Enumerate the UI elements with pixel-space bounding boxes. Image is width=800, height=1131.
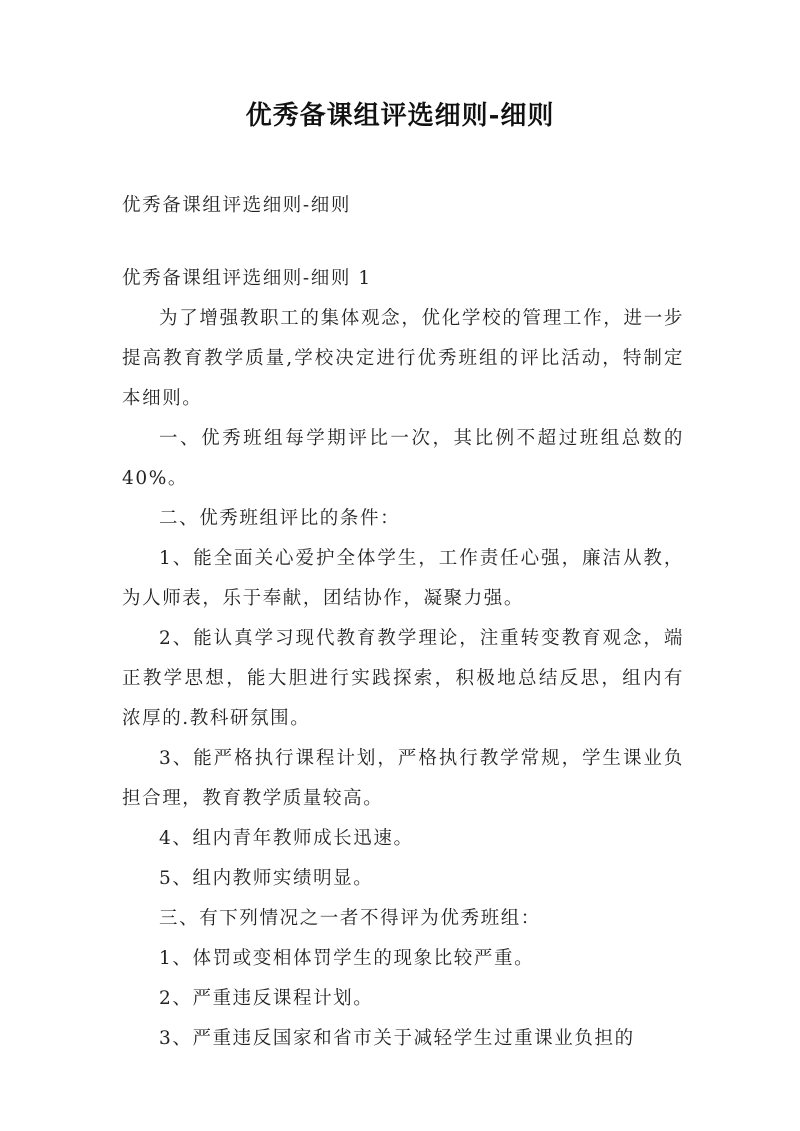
paragraph-condition-1: 1、能全面关心爱护全体学生，工作责任心强，廉洁从教，为人师表，乐于奉献，团结协作，凝聚力强。 — [122, 548, 684, 609]
section-heading: 优秀备课组评选细则-细则 1 — [122, 268, 372, 289]
paragraph-condition-3: 3、能严格执行课程计划，严格执行教学常规，学生课业负担合理，教育教学质量较高。 — [122, 748, 684, 809]
paragraph-condition-5: 5、组内教师实绩明显。 — [159, 868, 374, 889]
document-subtitle: 优秀备课组评选细则-细则 — [122, 195, 351, 216]
paragraph-conditions-heading: 二、优秀班组评比的条件： — [159, 508, 401, 529]
paragraph-exclusion-1: 1、体罚或变相体罚学生的现象比较严重。 — [159, 948, 535, 969]
document-body — [122, 186, 684, 1059]
paragraph-intro: 为了增强教职工的集体观念，优化学校的管理工作，进一步提高教育教学质量,学校决定进行优秀班组的评比活动，特制定本细则。 — [122, 308, 684, 409]
document-title: 优秀备课组评选细则-细则 — [245, 101, 555, 131]
paragraph-condition-2: 2、能认真学习现代教育教学理论，注重转变教育观念，端正教学思想，能大胆进行实践探索，积极地总结反思，组内有浓厚的.教科研氛围。 — [122, 628, 684, 729]
paragraph-rule-1: 一、优秀班组每学期评比一次，其比例不超过班组总数的 40%。 — [122, 428, 684, 489]
paragraph-exclusion-3: 3、严重违反国家和省市关于减轻学生过重课业负担的 — [159, 1028, 635, 1049]
paragraph-condition-4: 4、组内青年教师成长迅速。 — [159, 828, 414, 849]
paragraph-exclusions-heading: 三、有下列情况之一者不得评为优秀班组： — [159, 908, 541, 929]
paragraph-exclusion-2: 2、严重违反课程计划。 — [159, 988, 374, 1009]
